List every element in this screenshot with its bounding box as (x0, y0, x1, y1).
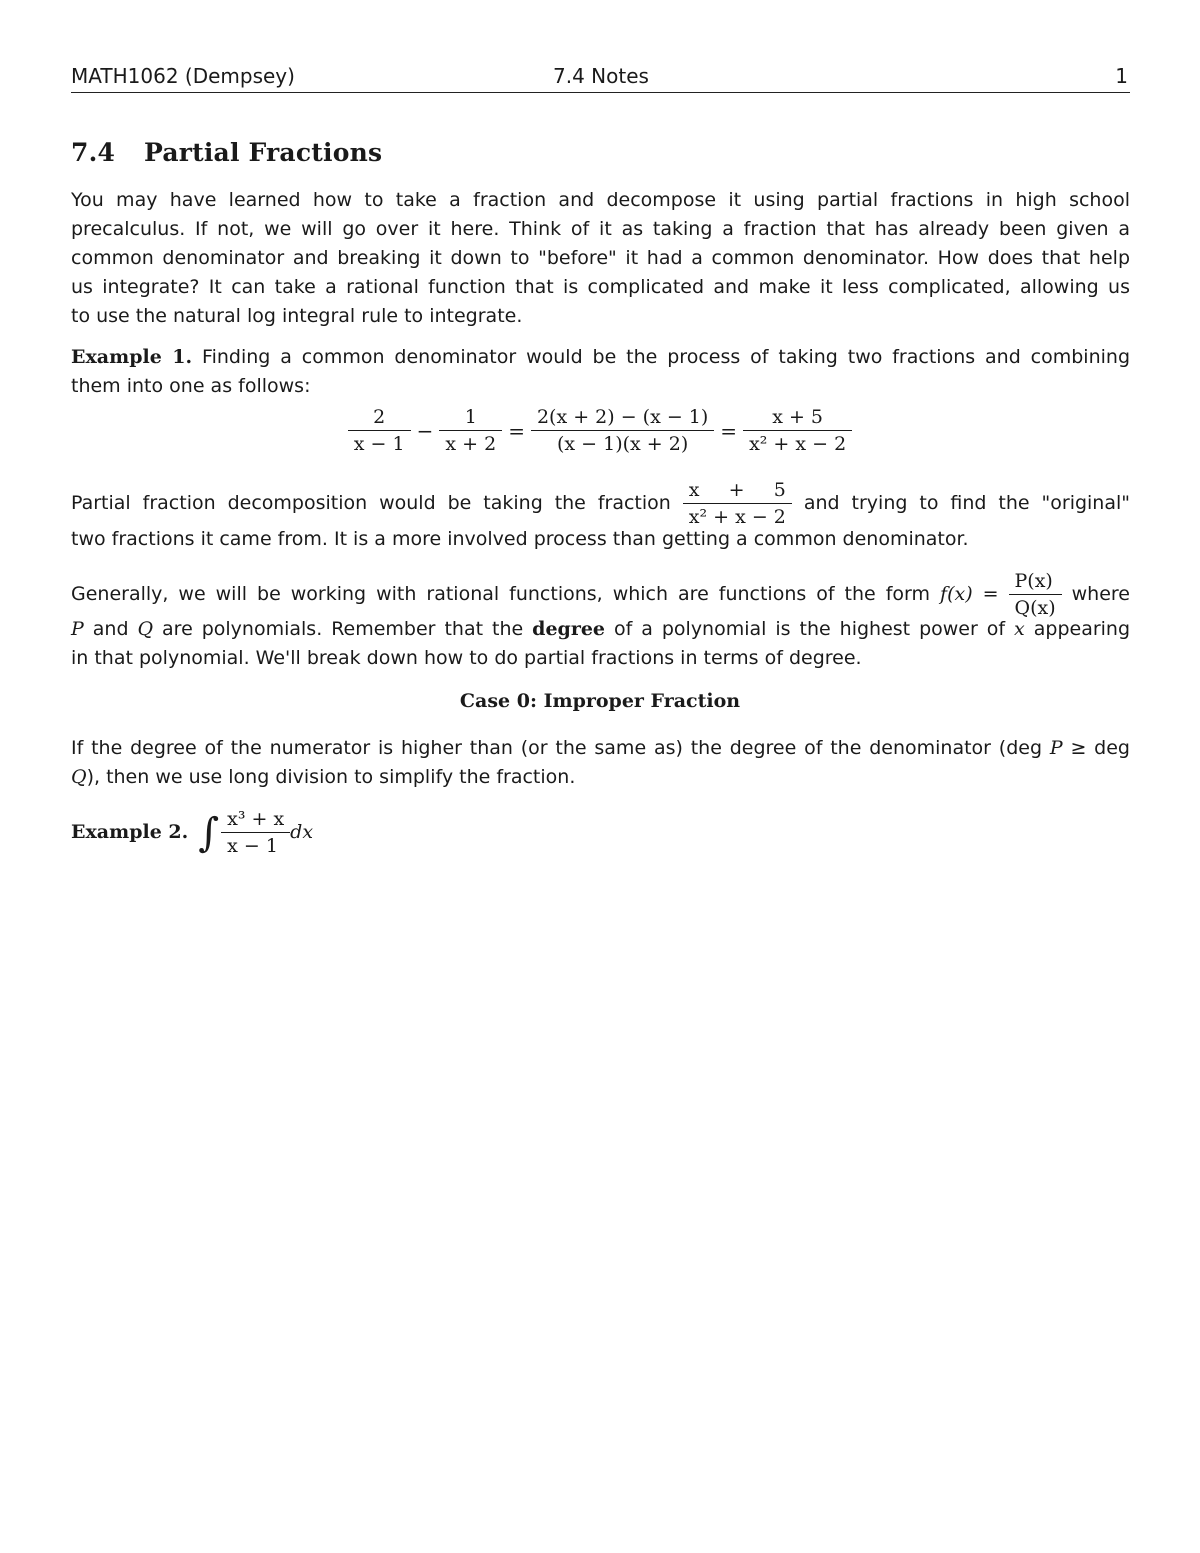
text-segment: and (92, 618, 129, 640)
topic-label: 7.4 Notes (553, 64, 649, 88)
equals-operator: = (508, 418, 525, 443)
example-1-label: Example 1. (71, 346, 193, 368)
text-segment: If the degree of the numerator is higher than (or the same as) the degree of the denominator (deg (71, 737, 1043, 759)
case-0-paragraph (71, 734, 1130, 792)
denominator: x + 2 (445, 433, 497, 455)
numerator: P(x) (1009, 568, 1062, 595)
denominator: x² + x − 2 (749, 433, 847, 455)
math-symbol: Q (71, 766, 87, 788)
numerator: 2 (348, 404, 411, 431)
decomposition-paragraph (71, 474, 1130, 554)
rational-line-3: in that polynomial. We'll break down how to do partial fractions in terms of degree. (71, 647, 862, 669)
common-denominator-equation (0, 404, 1200, 457)
equals-operator: = (720, 418, 738, 443)
rational-line-2 (71, 615, 1130, 644)
numerator: x³ + x (221, 806, 290, 833)
math-symbol: P (71, 618, 84, 640)
example-1-text: Finding a common denominator would be the process of taking two fractions and combining (202, 346, 1131, 368)
fraction (348, 404, 411, 457)
decomposition-text-after: and trying to find the "original" (803, 492, 1131, 514)
numerator: x + 5 (743, 404, 852, 431)
function-notation: f(x) = (940, 583, 999, 605)
integral-sign: ∫ (198, 809, 220, 856)
example-2-label: Example 2. (71, 821, 189, 843)
fraction (531, 404, 714, 457)
math-symbol: P (1049, 737, 1063, 759)
intro-line: to use the natural log integral rule to integrate. (71, 305, 523, 327)
example-1-text-2: them into one as follows: (71, 375, 311, 397)
section-title (71, 138, 382, 167)
text-segment: ≥ deg (1070, 737, 1130, 759)
numerator: 2(x + 2) − (x − 1) (531, 404, 714, 431)
example-2 (71, 802, 1130, 862)
section-number: 7.4 (71, 138, 116, 167)
math-symbol: x (1014, 618, 1025, 640)
text-segment: ), then we use long division to simplify the fraction. (86, 766, 576, 788)
denominator: x − 1 (227, 835, 278, 857)
case-0-line (71, 734, 1130, 763)
rational-text-after: where (1071, 583, 1130, 605)
math-symbol: Q (137, 618, 154, 640)
text-segment: of a polynomial is the highest power of (613, 618, 1006, 640)
denominator: Q(x) (1014, 597, 1056, 619)
inline-fraction (1009, 568, 1062, 621)
page-number: 1 (1115, 64, 1128, 88)
case-0-title: Case 0: Improper Fraction (459, 690, 741, 712)
denominator: x − 1 (353, 433, 405, 455)
text-segment: are polynomials. Remember that the (162, 618, 524, 640)
intro-line: us integrate? It can take a rational function that is complicated and make it less complicated, allowing us (71, 276, 1130, 298)
intro-paragraph (71, 186, 1130, 331)
decomposition-text: Partial fraction decomposition would be taking the fraction (71, 492, 671, 514)
decomposition-line-2: two fractions it came from. It is a more involved process than getting a common denominator. (71, 528, 969, 550)
case-0-line-2 (71, 763, 1130, 792)
differential: dx (290, 821, 314, 843)
example-1-line (71, 343, 1130, 372)
minus-operator: − (416, 418, 434, 443)
rational-paragraph (71, 563, 1130, 673)
fraction (743, 404, 852, 457)
intro-line: precalculus. If not, we will go over it here. Think of it as taking a fraction that has already been given a (71, 218, 1130, 240)
numerator: x + 5 (683, 477, 792, 504)
text-segment: appearing (1033, 618, 1131, 640)
intro-line: common denominator and breaking it down to "before" it had a common denominator. How does that help (71, 247, 1130, 269)
example-2-line (71, 802, 1130, 862)
rational-text: Generally, we will be working with rational functions, which are functions of the form (71, 583, 931, 605)
example-1 (71, 343, 1130, 401)
denominator: (x − 1)(x + 2) (556, 433, 689, 455)
integrand-fraction (221, 806, 290, 859)
page-header (71, 62, 1130, 93)
numerator: 1 (439, 404, 502, 431)
denominator: x² + x − 2 (688, 506, 786, 528)
degree-term: degree (532, 618, 606, 640)
inline-fraction (683, 477, 792, 530)
course-label: MATH1062 (Dempsey) (71, 64, 295, 88)
fraction (439, 404, 502, 457)
intro-line: You may have learned how to take a fraction and decompose it using partial fractions in high school (71, 189, 1130, 211)
section-title-text: Partial Fractions (144, 138, 383, 167)
